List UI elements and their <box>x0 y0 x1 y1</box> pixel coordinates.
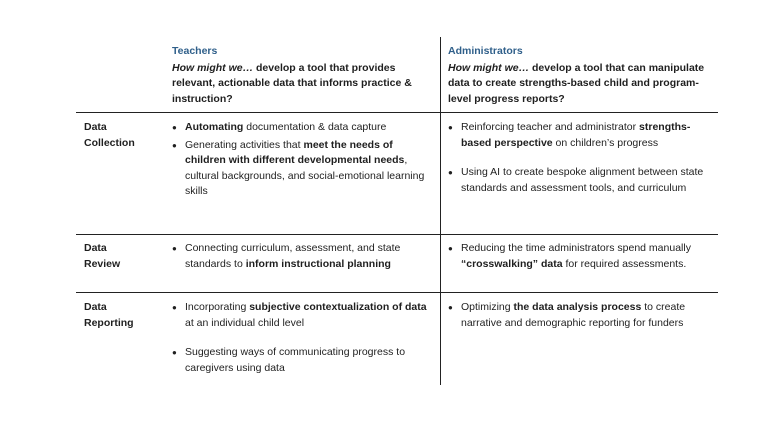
item-text: Suggesting ways of communicating progress to caregivers using data <box>185 346 406 374</box>
teachers-collection-cell <box>172 120 434 200</box>
list-item <box>172 300 434 331</box>
teachers-header <box>172 44 434 107</box>
item-text: Reinforcing teacher and administrator <box>461 121 640 133</box>
administrators-role: Administrators <box>448 45 523 57</box>
list-item <box>448 300 710 331</box>
item-text: Reducing the time administrators spend manually <box>461 242 691 254</box>
row-label-line: Reporting <box>84 316 134 329</box>
teachers-role: Teachers <box>172 45 218 57</box>
bold-text: strengths-based perspective <box>461 121 691 149</box>
row-label-data-collection <box>84 120 154 151</box>
row-label-data-review <box>84 241 154 272</box>
item-text: Generating activities that <box>185 138 304 151</box>
item-text: to create narrative and demographic reporting for funders <box>461 301 686 329</box>
row-divider <box>76 112 718 113</box>
teachers-question-text: develop a tool that provides relevant, actionable data that informs practice & instruction? <box>172 61 412 105</box>
row-divider <box>76 234 718 235</box>
administrators-reporting-cell <box>448 300 710 331</box>
administrators-review-cell <box>448 241 710 272</box>
administrators-question <box>448 61 718 108</box>
teachers-hmw: How might we… <box>172 61 254 74</box>
item-text: Optimizing <box>461 301 514 313</box>
item-text: for required assessments. <box>562 257 687 270</box>
administrators-header <box>448 44 718 107</box>
bold-text: Automating <box>185 121 244 133</box>
bold-text: inform instructional planning <box>245 257 391 270</box>
row-label-line: Review <box>84 257 121 270</box>
bold-text: the data analysis process <box>513 301 642 313</box>
row-label-line: Data <box>84 242 107 254</box>
list-item <box>448 241 710 272</box>
administrators-hmw: How might we… <box>448 61 530 74</box>
item-text: Incorporating <box>185 301 250 313</box>
item-text: documentation & data capture <box>243 121 387 133</box>
list-item <box>448 165 710 196</box>
list-item <box>448 120 710 151</box>
teachers-question <box>172 61 434 108</box>
administrators-collection-cell <box>448 120 710 196</box>
row-label-line: Collection <box>84 136 135 149</box>
list-item <box>172 345 434 376</box>
item-text: on children’s progress <box>552 136 659 149</box>
bold-text: “crosswalking” data <box>461 257 563 270</box>
list-item <box>172 138 434 200</box>
list-item <box>172 120 434 136</box>
row-label-line: Data <box>84 301 107 313</box>
row-divider <box>76 292 718 293</box>
item-text: Using AI to create bespoke alignment between state standards and assessment tools, and curriculum <box>461 166 704 194</box>
bold-text: meet the needs of children with different developmental needs <box>185 138 405 166</box>
item-text: at an individual child level <box>185 316 305 329</box>
administrators-question-text: develop a tool that can manipulate data to create strengths-based child and program-level progress reports? <box>448 61 705 105</box>
row-label-data-reporting <box>84 300 154 331</box>
item-text: , cultural backgrounds, and social-emotional learning skills <box>185 154 425 197</box>
bold-text: subjective contextualization of data <box>249 301 427 313</box>
teachers-reporting-cell <box>172 300 434 376</box>
item-text: Connecting curriculum, assessment, and state standards to <box>185 242 401 270</box>
row-label-line: Data <box>84 121 107 133</box>
column-divider <box>440 37 441 385</box>
teachers-review-cell <box>172 241 434 272</box>
list-item <box>172 241 434 272</box>
